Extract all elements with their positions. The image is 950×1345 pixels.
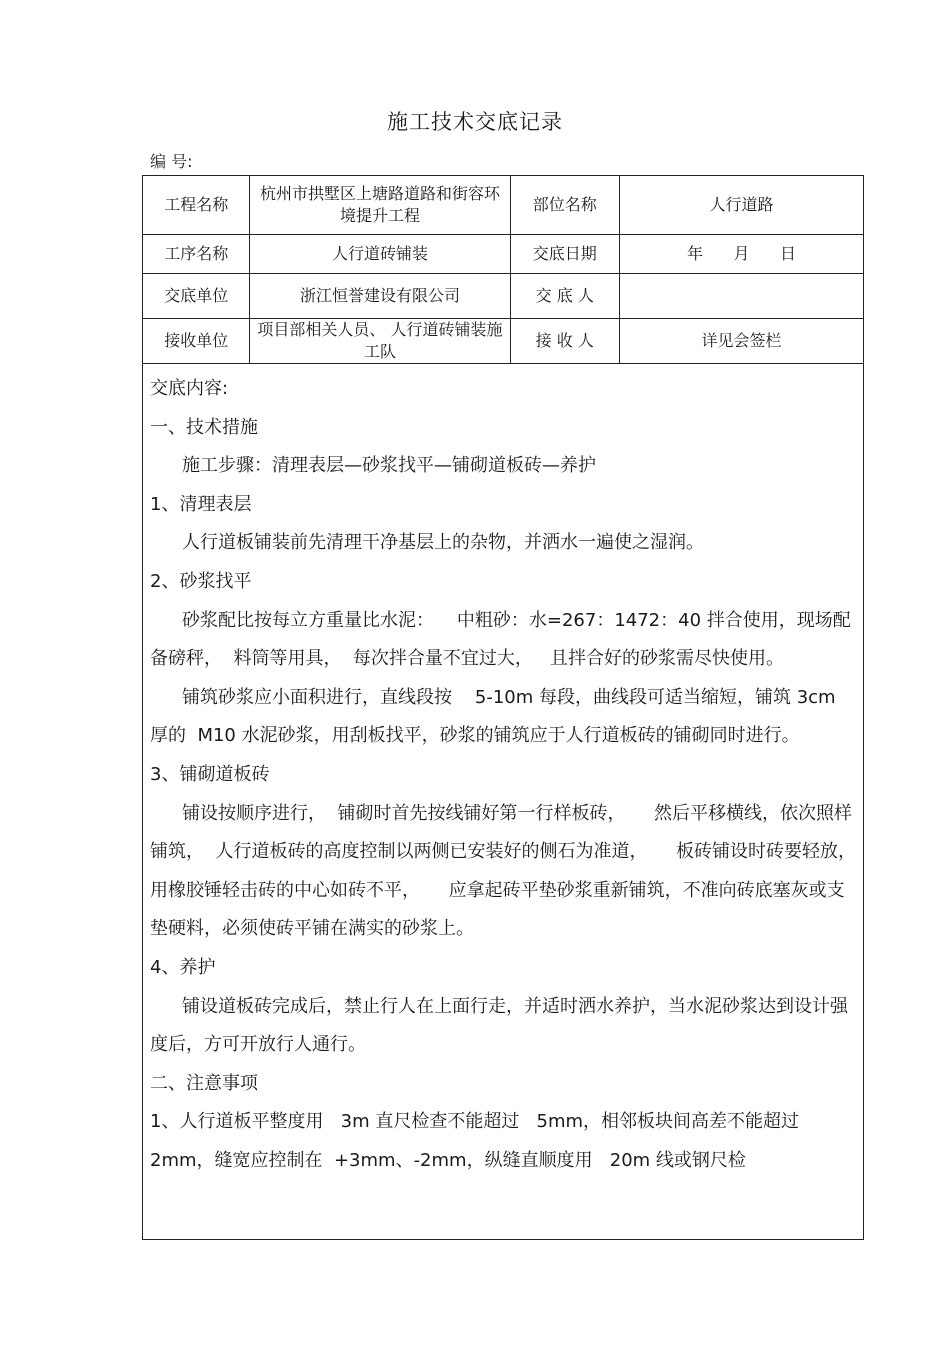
unit-value: 浙江恒誉建设有限公司 bbox=[250, 274, 510, 319]
step4-title: 4、养护 bbox=[150, 956, 216, 978]
step1-title: 1、清理表层 bbox=[150, 493, 252, 515]
giver-label: 交 底 人 bbox=[510, 274, 619, 319]
step2-paragraph-2: 铺筑砂浆应小面积进行，直线段按 5-10m 每段，曲线段可适当缩短，铺筑 3cm 厚的 M10 水泥砂浆，用刮板找平，砂浆的铺筑应于人行道板砖的铺砌同时进行。 bbox=[150, 686, 842, 747]
receiver-value: 详见会签栏 bbox=[619, 319, 863, 364]
receiver-label: 接 收 人 bbox=[510, 319, 619, 364]
content-heading: 交底内容: bbox=[150, 378, 229, 399]
document-title: 施工技术交底记录 bbox=[387, 110, 563, 134]
project-name-value: 杭州市拱墅区上塘路道路和街容环境提升工程 bbox=[250, 176, 510, 235]
receiver-unit-value: 项目部相关人员、 人行道砖铺装施工队 bbox=[250, 319, 510, 364]
disclosure-content bbox=[142, 364, 874, 1240]
step2-title: 2、砂浆找平 bbox=[150, 570, 252, 592]
process-name-label: 工序名称 bbox=[143, 235, 250, 274]
section-technical-measures: 一、技术措施 bbox=[150, 416, 258, 438]
precaution-1: 1、人行道板平整度用 3m 直尺检查不能超过 5mm，相邻板块间高差不能超过 2mm，缝宽应控制在 +3mm、-2mm，纵缝直顺度用 20m 线或钢尺检 bbox=[150, 1111, 805, 1171]
info-table bbox=[142, 175, 864, 364]
table-row bbox=[143, 235, 864, 274]
table-row bbox=[143, 274, 864, 319]
project-name-label: 工程名称 bbox=[143, 176, 250, 235]
step4-paragraph: 铺设道板砖完成后，禁止行人在上面行走，并适时洒水养护，当水泥砂浆达到设计强度后，方可开放行人通行。 bbox=[150, 995, 848, 1056]
step2-paragraph-1: 砂浆配比按每立方重量比水泥： 中粗砂：水=267：1472：40 拌合使用，现场配备磅秤， 料筒等用具， 每次拌合量不宜过大， 且拌合好的砂浆需尽快使用。 bbox=[150, 609, 851, 670]
step3-paragraph: 铺设按顺序进行， 铺砌时首先按线铺好第一行样板砖， 然后平移横线，依次照样铺筑， 人行道板砖的高度控制以两侧已安装好的侧石为准道， 板砖铺设时砖要轻放， 用橡胶锤轻击砖的中心如砖不平， 应拿起砖平垫砂浆重新铺筑，不准向砖底塞灰或支垫硬料，必须使砖平铺在满实的砂浆上。 bbox=[150, 802, 874, 940]
date-label: 交底日期 bbox=[510, 235, 619, 274]
part-name-label: 部位名称 bbox=[510, 176, 619, 235]
table-row bbox=[143, 176, 864, 235]
number-label: 编 号: bbox=[150, 152, 193, 171]
step3-title: 3、铺砌道板砖 bbox=[150, 763, 270, 785]
construction-steps: 施工步骤：清理表层—砂浆找平—铺砌道板砖—养护 bbox=[182, 455, 596, 477]
process-name-value: 人行道砖铺装 bbox=[250, 235, 510, 274]
step1-paragraph: 人行道板铺装前先清理干净基层上的杂物，并洒水一遍使之湿润。 bbox=[182, 532, 704, 554]
date-value: 年 月 日 bbox=[619, 235, 863, 274]
section-precautions: 二、注意事项 bbox=[150, 1072, 258, 1094]
giver-value bbox=[619, 274, 863, 319]
unit-label: 交底单位 bbox=[143, 274, 250, 319]
receiver-unit-label: 接收单位 bbox=[143, 319, 250, 364]
table-row bbox=[143, 319, 864, 364]
part-name-value: 人行道路 bbox=[619, 176, 863, 235]
